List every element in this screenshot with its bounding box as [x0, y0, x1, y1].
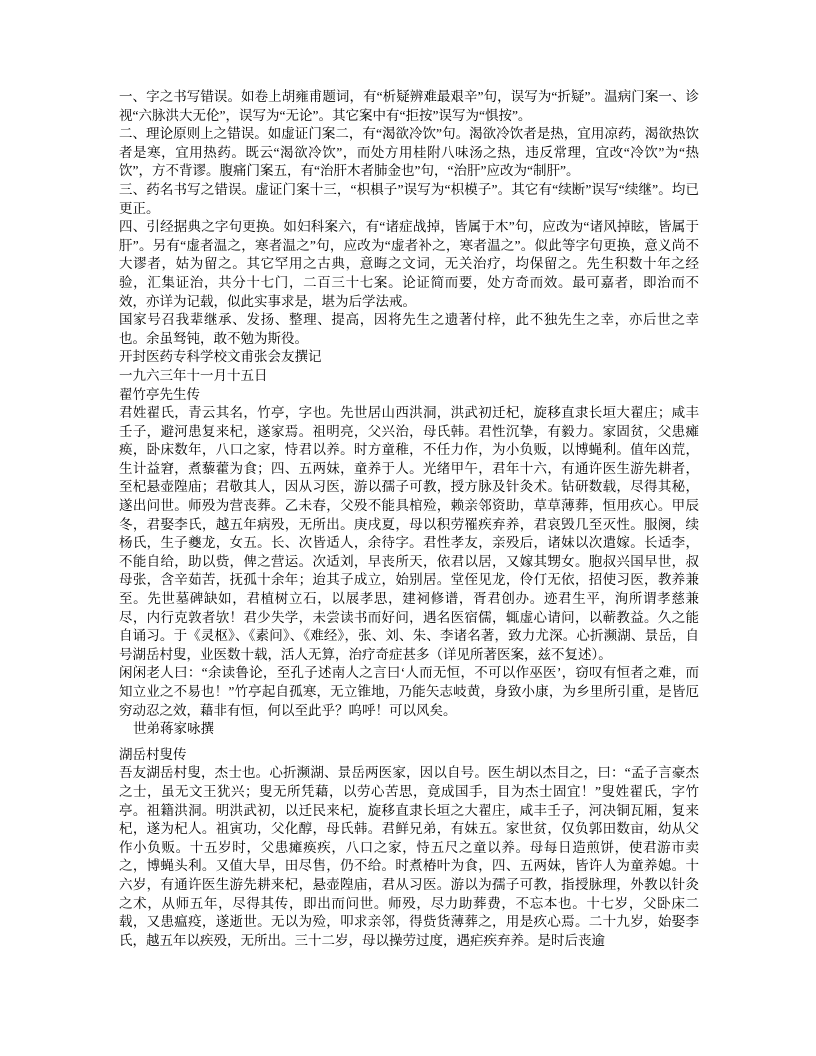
- erratum-item-3: 三、药名书写之错误。虚证门案十三，“枳椇子”误写为“枳模子”。其它有“续断”误写“续继”。均已更正。: [119, 181, 699, 216]
- biography-title-huyue-cunsou: 湖岳村叟传: [119, 746, 187, 762]
- preface-closing-paragraph: 国家号召我辈继承、发扬、整理、提高，因将先生之遗著付梓，此不独先生之幸，亦后世之幸也。余虽驽钝，敢不勉为斯役。: [119, 312, 699, 346]
- biography-title-zhai-zhuting: 翟竹亭先生传: [119, 386, 200, 402]
- biography-body-huyue-cunsou: 吾友湖岳村叟，杰士也。心折濒湖、景岳两医家，因以自号。医生胡以杰目之，曰：“孟子言豪杰之士，虽无文王犹兴；叟无所凭藉，以劳心苦思，竟成国手，目为杰士固宜！”叟姓翟氏，字竹亭。祖籍洪洞。明洪武初，以迁民来杞，旋移直隶长垣之大翟庄，咸丰壬子，河决铜瓦厢，复来杞，遂为杞人。祖寅功，父化醇，母氏韩。君鲜兄弟，有妹五。家世贫，仅负郭田数亩，幼从父作小负贩。十五岁时，父患瘫痪疾，八口之家，恃五尺之童以养。母每日造煎饼，使君游市卖之，博蝇头利。又值大旱，田尽售，仍不给。时煮椿叶为食，四、五两妹，皆许人为童养媳。十六岁，有通许医生游先耕来杞，悬壶隍庙，君从习医。游以为孺子可教，指授脉理，外教以针灸之术，从师五年，尽得其传，即出而问世。师殁，尽力助葬费，不忘本也。十七岁，父卧床二载，又患瘟疫，遂逝世。无以为殓，叩求亲邻，得赀货薄葬之，用是疚心焉。二十九岁，始娶李氏，越五年以疾殁，无所出。三十二岁，母以操劳过度，遇疟疾弃养。是时后丧逾: [119, 765, 699, 948]
- erratum-item-2: 二、理论原则上之错误。如虚证门案二，有“渴欲冷饮”句。渴欲冷饮者是热，宜用凉药，渴欲热饮者是寒，宜用热药。既云“渴欲冷饮”，而处方用桂附八味汤之热，违反常理，宜改“冷饮”为“热饮”，方不背谬。腹痛门案五，有“治肝木者肺金也”句，“治肝”应改为“制肝”。: [119, 126, 699, 179]
- biography-body-zhai-zhuting: 君姓翟氏，青云其名，竹亭，字也。先世居山西洪洞，洪武初迁杞，旋移直隶长垣大翟庄；咸丰壬子，避河患复来杞，遂家焉。祖明亮，父兴治，母氏韩。君性沉挚，有毅力。家固贫，父患瘫痪，卧床数年，八口之家，恃君以养。时方童稚，不任力作，为小负贩，以博蝇利。值年凶荒，生计益窘，煮藜藿为食；四、五两妹，童养于人。光绪甲午，君年十六，有通许医生游先耕者，至杞悬壶隍庙；君敬其人，因从习医，游以孺子可教，授方脉及针灸术。钻研数载，尽得其秘，遂出问世。师殁为营丧葬。乙未春，父殁不能具棺殓，赖亲邻资助，草草薄葬，恒用疚心。甲辰冬，君娶李氏，越五年病殁，无所出。庚戌夏，母以积劳罹疾弃养，君哀毁几至灭性。服阕，续杨氏，生子夔龙，女五。长、次皆适人，余待字。君性孝友，亲殁后，诸妹以次遣嫁。长适李，不能自给，助以赀，俾之营运。次适刘，早丧所天，依君以居，又嫁其甥女。胞叔兴国早世，叔母张，含辛茹苦，抚孤十余年；迨其子成立，始别居。堂侄见龙，伶仃无依，招使习医，教养兼至。先世墓碑缺如，君植树立石，以展孝思，建祠修谱，胥君创办。迹君生平，洵所谓孝慈兼尽，内行克敦者欤！君少失学，未尝读书而好问，遇名医宿儒，辄虚心请问，以蕲教益。久之能自诵习。于《灵枢》、《素问》、《难经》，张、刘、朱、李诸名著，致力尤深。心折濒湖、景岳，自号湖岳村叟，业医数十载，活人无算，治疗奇症甚多（详见所著医案，兹不复述）。: [119, 405, 699, 662]
- text-block: [119, 88, 699, 950]
- erratum-item-4: 四、引经据典之字句更换。如妇科案六，有“诸症战掉，皆属于木”句，应改为“诸风掉眩，皆属于肝”。另有“虚者温之，寒者温之”句，应改为“虚者补之，寒者温之”。似此等字句更换，意义尚不大谬者，姑为留之。其它罕用之古典，意晦之文词，无关治疗，均保留之。先生积数十年之经验，汇集证治，共分十七门，二百三十七案。论证简而要，处方奇而效。最可嘉者，即治而不效，亦详为记载，似此实事求是，堪为后学法戒。: [119, 219, 699, 309]
- author-signature-line: 世弟蒋家咏撰: [133, 721, 214, 737]
- date-line: 一九六三年十一月十五日: [119, 367, 268, 383]
- xianxian-laoren-comment: 闲闲老人曰：“余读鲁论，至孔子述南人之言曰‘人而无恒，不可以作巫医’，窃叹有恒者之难，而知立业之不易也！”竹亭起自孤寒，无立锥地，乃能矢志岐黄，身致小康，为乡里所引重，是皆厄穷动忍之效，藉非有恒，何以至此乎？呜呼！可以风矣。: [119, 665, 699, 718]
- editor-signature-line: 开封医药专科学校文甫张会友撰记: [119, 349, 322, 365]
- erratum-item-1: 一、字之书写错误。如卷上胡雍甫题词，有“析疑辨难最艰辛”句，误写为“折疑”。温病门案一、诊视“六脉洪大无伦”，误写为“无论”。其它案中有“拒按”误写为“惧按”。: [119, 89, 699, 123]
